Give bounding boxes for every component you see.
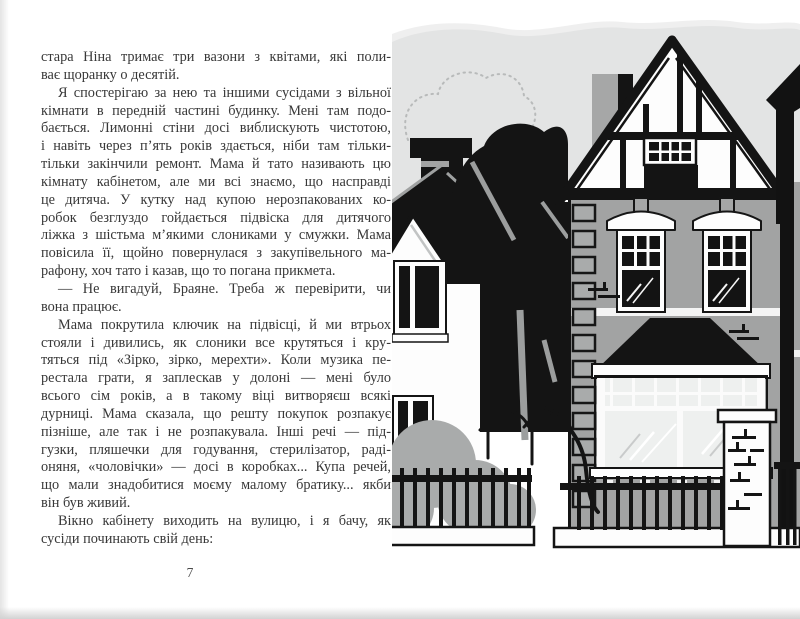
text-line: Мама покрутила ключик на підвісці, й ми втрьох (58, 316, 391, 333)
white-house-upper-window (392, 261, 448, 342)
text-line: стояли і дивились, як слоники все крутяться і кру- (41, 334, 391, 351)
text-line: ває щоранку о десятій. (41, 66, 180, 83)
text-line: всього сім років, а в такому віці витворяєш всякі (41, 388, 391, 405)
text-line: робок безглуздо гойдається підвіска для дитячого (41, 209, 391, 226)
text-line: кімнати в передній частині будинку. Мені там подо- (41, 102, 391, 119)
upper-sash-window (607, 198, 675, 312)
text-line: пізніше, але так і не розпакувала. Інші речі — під- (41, 423, 391, 440)
text-line: стара Ніна тримає три вазони з квітами, які поли- (41, 49, 391, 65)
text-line: тільки закінчили ремонт. Мама й тато називають цю (41, 156, 391, 173)
page-number: 7 (186, 565, 194, 580)
text-line: що мали знадобитися моєму малому братику... якби (41, 477, 391, 494)
text-line: Я спостерігаю за нею та іншими сусідами з вільної (58, 84, 391, 101)
text-block (41, 49, 391, 549)
text-line: сусіди починають свій день: (41, 530, 214, 547)
gable-window (644, 138, 698, 190)
text-line: Вікно кабінету виходить на вулицю, і я бачу, як (58, 512, 391, 529)
text-line: — Не вигадуй, Браяне. Треба ж перевірити, чи (58, 280, 391, 297)
text-line: і навіть через п’ять років здається, ніби там тільки- (41, 138, 391, 155)
text-line: ліжка з шістьма м’якими слониками у смужки. Мама (41, 227, 391, 244)
text-line: дурниці. Мама сказала, що решту покупок розпакує (41, 405, 391, 422)
gate-post (718, 410, 776, 546)
text-line: вона працює. (41, 298, 122, 315)
page-edge-shadow-bottom (0, 607, 800, 619)
text-line: бається. Лимонні стіни досі виблискують чистотою, (41, 120, 391, 137)
text-line: оняня, «чоловічки» — досі в коробках... Купа речей, (41, 459, 391, 476)
page-edge-shadow-left (0, 0, 9, 619)
text-line: гузки, пляшечки для годування, стерилізатор, раді- (41, 441, 391, 458)
text-line: він був живий. (41, 495, 131, 512)
text-line: рестала грати, я заплескав у долоні — мені було (41, 370, 391, 387)
text-line: повісила її, щойно повернулася з закупівельного ма- (41, 245, 391, 262)
street-illustration (392, 12, 800, 562)
text-line: це дитяча. У кутку над купою нерозпакованих ко- (41, 191, 391, 208)
upper-sash-window (693, 198, 761, 312)
text-line: кімнату кабінетом, але ми всі знаємо, що насправді (41, 173, 391, 190)
text-line: рафону, хоч тато і казав, що то погана прикмета. (41, 263, 336, 280)
text-line: тяться під «Зірко, зірко, мерехти». Коли музика пе- (41, 352, 391, 369)
